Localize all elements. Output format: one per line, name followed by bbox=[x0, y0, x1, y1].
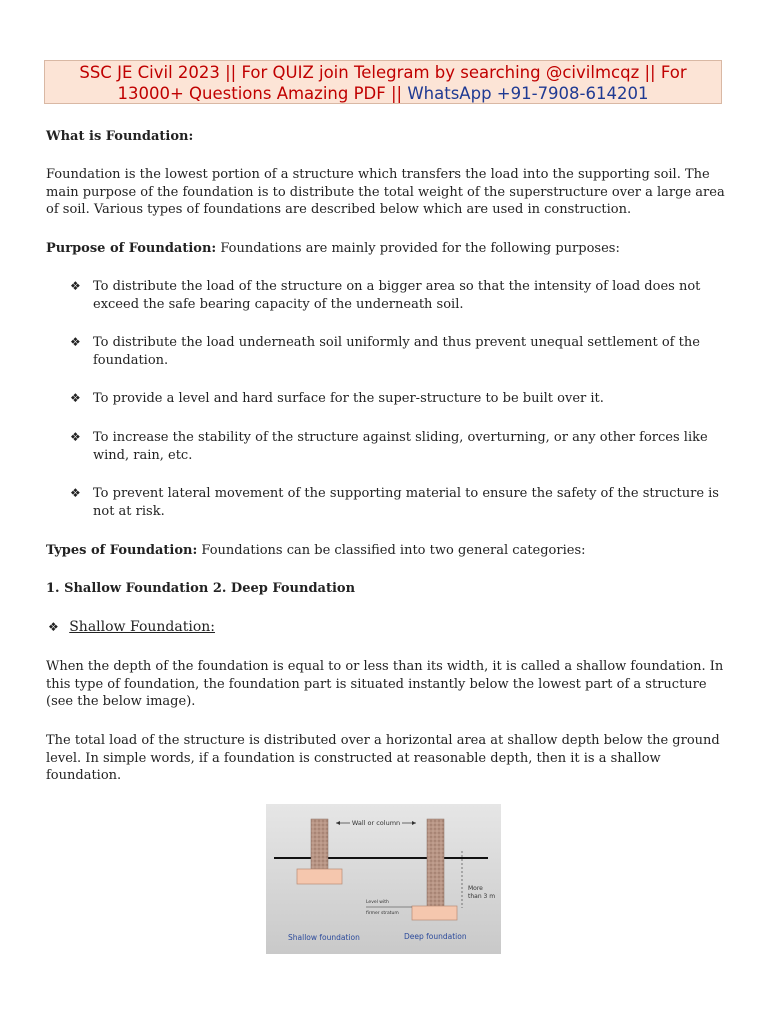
shallow-heading-row bbox=[48, 619, 728, 637]
diamond-bullet-icon: ❖ bbox=[70, 335, 81, 349]
shallow-footing bbox=[297, 869, 342, 884]
than-3m-label: than 3 m bbox=[468, 893, 496, 900]
bullet-text: To provide a level and hard surface for the super-structure to be built over it. bbox=[93, 391, 604, 406]
bullet-text: To increase the stability of the structure against sliding, overturning, or any other forces like wind, rain, etc. bbox=[93, 430, 708, 463]
purpose-paragraph bbox=[46, 240, 726, 258]
promo-banner bbox=[44, 60, 722, 104]
diamond-bullet-icon: ❖ bbox=[70, 486, 81, 500]
banner-line-2 bbox=[45, 83, 721, 104]
banner-line-1 bbox=[45, 62, 721, 83]
diamond-bullet-icon: ❖ bbox=[48, 620, 59, 634]
shallow-para-1: When the depth of the foundation is equal to or less than its width, it is called a shallow foundation. In this type of foundation, the foundation part is situated instantly below the lowest part of a structure (see the below image). bbox=[46, 659, 724, 709]
arrow-right-icon bbox=[412, 821, 416, 825]
diamond-bullet-icon: ❖ bbox=[70, 391, 81, 405]
banner-text-telegram: SSC JE Civil 2023 || For QUIZ join Telegram by searching @civilmcqz || For bbox=[79, 63, 687, 82]
shallow-para-2: The total load of the structure is distributed over a horizontal area at shallow depth below the ground level. In simple words, if a foundation is constructed at reasonable depth, then it is a shallow foundation. bbox=[46, 733, 720, 783]
purpose-bullet-4 bbox=[70, 429, 720, 464]
arrow-left-icon bbox=[336, 821, 340, 825]
what-is-heading: What is Foundation: bbox=[46, 129, 194, 144]
deep-footing bbox=[412, 906, 457, 920]
banner-text-whatsapp: WhatsApp +91-7908-614201 bbox=[407, 84, 649, 103]
foundation-diagram-svg bbox=[266, 804, 501, 954]
types-paragraph bbox=[46, 542, 726, 560]
types-intro: Foundations can be classified into two general categories: bbox=[197, 543, 586, 558]
bullet-text: To prevent lateral movement of the supporting material to ensure the safety of the structure is not at risk. bbox=[93, 486, 719, 519]
shallow-caption: Shallow foundation bbox=[288, 933, 360, 942]
foundation-diagram bbox=[266, 804, 501, 954]
bullet-text: To distribute the load underneath soil uniformly and thus prevent unequal settlement of the foundation. bbox=[93, 335, 700, 368]
types-heading: Types of Foundation: bbox=[46, 543, 198, 558]
shallow-heading: Shallow Foundation: bbox=[69, 619, 215, 635]
bullet-text: To distribute the load of the structure on a bigger area so that the intensity of load does not exceed the safe bearing capacity of the underneath soil. bbox=[93, 279, 701, 312]
wall-label: Wall or column bbox=[351, 819, 401, 827]
deep-caption: Deep foundation bbox=[404, 932, 467, 941]
banner-text-pdf: 13000+ Questions Amazing PDF || bbox=[117, 84, 408, 103]
deep-column bbox=[427, 819, 444, 907]
level-label: Level with bbox=[366, 900, 389, 905]
shallow-column bbox=[311, 819, 328, 869]
diamond-bullet-icon: ❖ bbox=[70, 430, 81, 444]
purpose-bullet-5 bbox=[70, 485, 720, 520]
purpose-bullet-3 bbox=[70, 390, 720, 408]
purpose-intro: Foundations are mainly provided for the following purposes: bbox=[216, 241, 620, 256]
purpose-bullet-2 bbox=[70, 334, 720, 369]
types-list: 1. Shallow Foundation 2. Deep Foundation bbox=[46, 581, 356, 596]
purpose-heading: Purpose of Foundation: bbox=[46, 241, 217, 256]
what-is-body: Foundation is the lowest portion of a structure which transfers the load into the supporting soil. The main purpose of the foundation is to distribute the total weight of the superstructure over a large area of soil. Various types of foundations are described below which are used in construction. bbox=[46, 167, 725, 217]
firmer-stratum-label: firmer stratum bbox=[366, 911, 399, 916]
more-label: More bbox=[468, 885, 483, 892]
diamond-bullet-icon: ❖ bbox=[70, 279, 81, 293]
purpose-bullet-1 bbox=[70, 278, 720, 313]
